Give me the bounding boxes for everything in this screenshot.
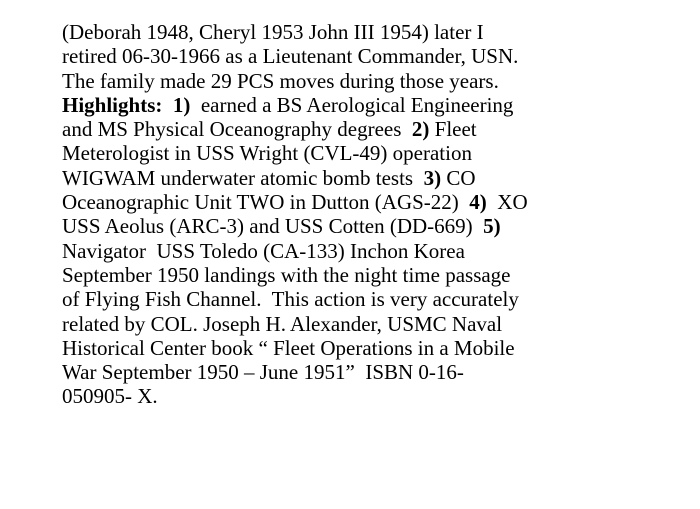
text-segment: 050905- X. — [62, 384, 158, 409]
text-segment: Navigator USS Toledo (CA-133) Inchon Korea — [62, 238, 465, 263]
highlight-marker: 5) — [483, 214, 501, 239]
highlight-marker: Highlights: 1) — [62, 92, 191, 117]
text-line — [62, 239, 692, 263]
text-line — [62, 117, 692, 141]
text-line — [62, 263, 692, 287]
text-line — [62, 69, 692, 93]
text-segment: Oceanographic Unit TWO in Dutton (AGS-22) — [62, 190, 470, 215]
text-line — [62, 360, 692, 384]
text-line — [62, 214, 692, 238]
highlight-marker: 2) — [411, 117, 430, 142]
text-line — [62, 287, 692, 311]
text-segment: September 1950 landings with the night time passage — [62, 262, 511, 287]
text-segment: Fleet — [429, 117, 477, 142]
text-segment: XO — [486, 190, 528, 215]
text-segment: of Flying Fish Channel. This action is very accurately — [62, 287, 519, 312]
text-line — [62, 384, 692, 408]
text-segment: Historical Center book “ Fleet Operations in a Mobile — [62, 335, 515, 360]
text-line — [62, 166, 692, 190]
text-line — [62, 336, 692, 360]
text-segment: related by COL. Joseph H. Alexander, USMC Naval — [62, 311, 503, 336]
text-line — [62, 20, 692, 44]
text-segment: USS Aeolus (ARC-3) and USS Cotten (DD-669) — [62, 214, 484, 239]
text-segment: retired 06-30-1966 as a Lieutenant Commander, USN. — [62, 44, 519, 69]
text-segment: Meterologist in USS Wright (CVL-49) operation — [62, 141, 472, 166]
text-line — [62, 93, 692, 117]
text-segment: WIGWAM underwater atomic bomb tests — [62, 165, 424, 190]
text-line — [62, 190, 692, 214]
text-segment: (Deborah 1948, Cheryl 1953 John III 1954) later I — [62, 20, 484, 44]
highlight-marker: 4) — [469, 190, 487, 215]
text-segment: earned a BS Aerological Engineering — [190, 92, 514, 117]
text-line — [62, 141, 692, 165]
text-segment: and MS Physical Oceanography degrees — [62, 117, 412, 142]
text-segment: War September 1950 – June 1951” ISBN 0-16- — [62, 360, 464, 385]
text-line — [62, 44, 692, 68]
text-segment: The family made 29 PCS moves during those years. — [62, 68, 499, 93]
text-segment: CO — [441, 165, 476, 190]
text-line — [62, 312, 692, 336]
highlight-marker: 3) — [423, 165, 442, 190]
document-text — [62, 20, 692, 409]
